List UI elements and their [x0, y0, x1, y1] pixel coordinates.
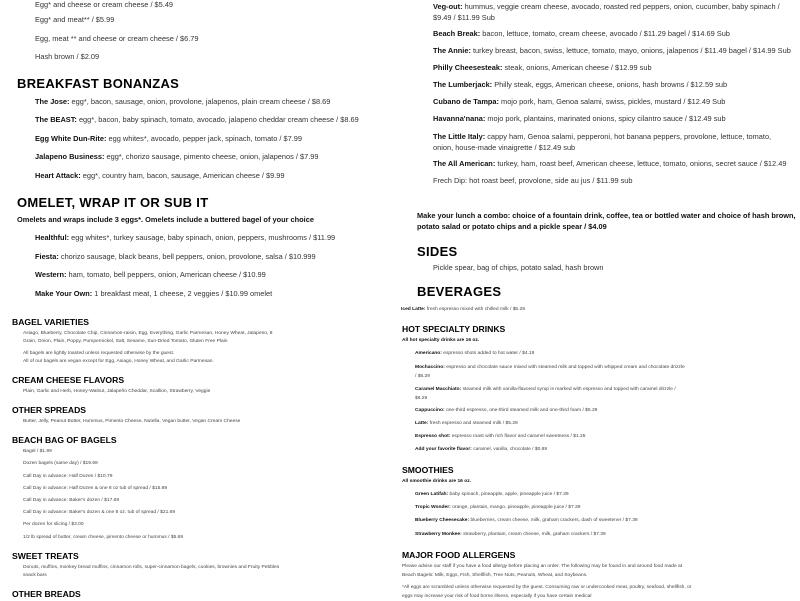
- menu-item: [415, 385, 687, 403]
- allergen-disclaimer: *All eggs are scrambled unless otherwise requested by the guest. Consuming raw or undercooked meat, poultry, seafood, shellfish, or eggs may increase your risk of food borne illness, especially if you have certain medical: [402, 585, 692, 599]
- item-desc: baby spinach, pineapple, apple, pineapple juice / $7.39: [448, 492, 569, 497]
- section-heading: CREAM CHEESE FLAVORS: [12, 375, 125, 385]
- item-desc: egg*, bacon, sausage, onion, provolone, jalapenos, plain cream cheese / $8.69: [69, 97, 331, 106]
- menu-item: [433, 80, 727, 89]
- item-desc: turkey breast, bacon, swiss, lettuce, tomato, mayo, onions, jalapenos / $11.49 bagel / $14.99 Sub: [470, 46, 791, 55]
- item-name: Strawberry Monkee:: [415, 532, 462, 537]
- item-name: The BEAST:: [35, 115, 77, 124]
- item-desc: espresso roast with rich flavor and caramel sweetness / $1.25: [450, 434, 586, 439]
- section-heading: BEVERAGES: [417, 284, 502, 299]
- menu-item: Frech Dip: hot roast beef, provolone, side au jus / $11.99 sub: [433, 176, 633, 185]
- menu-item: [35, 270, 266, 279]
- item-name: Espresso shot:: [415, 434, 451, 439]
- item-desc: blueberries, cream cheese, milk, graham crackers, dash of sweetener / $7.39: [469, 518, 638, 523]
- item-name: Western:: [35, 270, 67, 279]
- list-item: Call Day in advance: Half Dozen / $10.79: [23, 474, 113, 479]
- item-desc: orange, plantain, mango, pineapple, pineapple juice / $7.39: [450, 505, 581, 510]
- item-name: Americano:: [415, 351, 442, 356]
- menu-item: [35, 115, 359, 124]
- menu-item: [433, 63, 652, 72]
- section-text: Pickle spear, bag of chips, potato salad, hash brown: [433, 263, 604, 272]
- section-heading: OMELET, WRAP IT OR SUB IT: [17, 195, 209, 210]
- item-name: Green Latifah:: [415, 492, 449, 497]
- list-item: Per dozen for slicing / $3.00: [23, 522, 84, 527]
- menu-item: [433, 97, 725, 106]
- egg-item: Egg* and meat** / $5.99: [35, 15, 115, 24]
- list-item: Bagel / $1.99: [23, 449, 52, 454]
- item-desc: Philly steak, eggs, American cheese, onions, hash browns / $12.59 sub: [492, 80, 728, 89]
- item-desc: mojo pork, plantains, marinated onions, spicy cilantro sauce / $12.49 sub: [485, 114, 726, 123]
- menu-item: [415, 504, 580, 512]
- list-item: Dozen bagels (same day) / $19.69: [23, 461, 98, 466]
- item-name: Add your favorite flavor:: [415, 447, 472, 452]
- item-name: Havanna'nana:: [433, 114, 486, 123]
- section-heading: HOT SPECIALTY DRINKS: [402, 324, 506, 334]
- menu-item: [415, 446, 547, 454]
- section-heading: BEACH BAG OF BAGELS: [12, 435, 117, 445]
- item-name: Philly Cheesesteak:: [433, 63, 503, 72]
- item-name: Jalapeno Business:: [35, 152, 105, 161]
- menu-item: [415, 350, 534, 358]
- item-desc: turkey, ham, roast beef, American cheese, lettuce, tomato, onions, secret sauce / $12.49: [495, 159, 787, 168]
- item-desc: hummus, veggie cream cheese, avocado, roasted red peppers, onion, cucumber, baby spinach / $9.49 / $11.99 Sub: [433, 2, 780, 22]
- allergen-text: Please advise our staff if you have a food allergy before placing an order. The following may be found in and around food made at Beach Bagels: Milk, Eggs, Fish, Shellfish, Tree Nuts, Peanuts, Wheat, and Soybeans.: [402, 564, 683, 578]
- menu-item: [433, 46, 791, 55]
- item-desc: 1 breakfast meat, 1 cheese, 2 veggies / $10.99 omelet: [92, 289, 273, 298]
- item-name: Caramel Macchiato:: [415, 387, 462, 392]
- item-desc: steamed milk with vanilla-flavored syrup is marked with espresso and topped with caramel drizzle / $6.29: [415, 387, 676, 401]
- item-name: The Lumberjack:: [433, 80, 493, 89]
- menu-item: [415, 433, 585, 441]
- menu-item: [35, 171, 285, 180]
- item-name: Fiesta:: [35, 252, 59, 261]
- section-text: Donuts, muffins, monkey bread muffins, cinnamon rolls, super-cinnamon bagels, cookies, brownies and Fruity Pebbles snack bars: [23, 565, 280, 579]
- section-heading: MAJOR FOOD ALLERGENS: [402, 550, 516, 560]
- menu-item: [415, 407, 597, 415]
- section-heading: SIDES: [417, 244, 458, 259]
- item-desc: one-third espresso, one-third steamed milk and one-third foam / $5.29: [444, 408, 598, 413]
- menu-item: [35, 252, 316, 261]
- item-name: Iced Latte:: [401, 307, 426, 312]
- menu-item: [415, 531, 606, 539]
- section-heading: OTHER SPREADS: [12, 405, 87, 415]
- item-desc: egg*, bacon, baby spinach, tomato, avocado, jalapeno cheddar cream cheese / $8.69: [76, 115, 359, 124]
- item-desc: egg whites*, avocado, pepper jack, spinach, tomato / $7.99: [106, 134, 303, 143]
- egg-item: Hash brown / $2.09: [35, 52, 100, 61]
- section-subtitle: Omelets and wraps include 3 eggs*. Omelets include a buttered bagel of your choice: [17, 215, 314, 224]
- item-name: The Jose:: [35, 97, 70, 106]
- section-note: All hot specialty drinks are 16 oz.: [402, 338, 480, 343]
- menu-item: [401, 306, 525, 314]
- item-name: Healthful:: [35, 233, 70, 242]
- item-name: Beach Break:: [433, 29, 481, 38]
- list-item: Call Day in advance: Baker's dozen / $17.69: [23, 498, 120, 503]
- section-heading: BAGEL VARIETIES: [12, 317, 90, 327]
- menu-item: [433, 159, 786, 168]
- item-desc: fresh espresso mixed with chilled milk / $5.29: [425, 307, 525, 312]
- item-desc: egg*, chorizo sausage, pimento cheese, onion, jalapenos / $7.99: [104, 152, 319, 161]
- section-heading: BREAKFAST BONANZAS: [17, 76, 180, 91]
- menu-item: [415, 517, 638, 525]
- item-desc: chorizo sausage, black beans, bell peppers, onion, provolone, salsa / $10.999: [58, 252, 316, 261]
- bagel-note: All of our bagels are vegan except for Egg, Asiago, Honey Wheat, and Garlic Parmesan.: [23, 359, 214, 364]
- item-name: Tropic Wonder:: [415, 505, 451, 510]
- section-text: Butter, Jelly, Peanut Butter, Hummus, Pimento Cheese, Nutella, Vegan butter, Vegan Cream Cheese: [23, 419, 241, 424]
- egg-item: Egg, meat ** and cheese or cream cheese / $6.79: [35, 34, 199, 43]
- menu-item: [415, 363, 687, 381]
- item-name: The Little Italy:: [433, 132, 486, 141]
- section-heading: SMOOTHIES: [402, 465, 454, 475]
- item-desc: ham, tomato, bell peppers, onion, American cheese / $10.99: [66, 270, 266, 279]
- menu-item: [35, 152, 319, 161]
- item-desc: caramel, vanilla, chocolate / $0.89: [471, 447, 548, 452]
- menu-item: [35, 97, 330, 106]
- list-item: 1/2 lb spread of butter, cream cheese, pimento cheese or hummus / $5.69: [23, 535, 184, 540]
- menu-item: [433, 131, 778, 153]
- item-desc: fresh espresso and steamed milk / $5.29: [428, 421, 518, 426]
- item-name: The All American:: [433, 159, 496, 168]
- combo-note: Make your lunch a combo: choice of a fountain drink, coffee, tea or bottled water and choice of hash brown, potato salad or potato chips and a pickle spear / $4.09: [417, 211, 796, 231]
- menu-item: [433, 1, 793, 23]
- menu-item: [415, 420, 518, 428]
- item-name: Blueberry Cheesecake:: [415, 518, 470, 523]
- bagel-list: Asiago, Blueberry, Chocolate Chip, Cinnamon-raisin, Egg, Everything, Garlic Parmesan, Honey Wheat, Jalapeno, 8 Grain, Onion, Plain, Poppy, Pumpernickel, Salt, Sesame, Sun-Dried Tomato, Gluten Free Plain: [23, 331, 273, 345]
- item-name: Cappuccino:: [415, 408, 445, 413]
- item-desc: cappy ham, Genoa salami, pepperoni, hot banana peppers, provolone, lettuce, tomato, onion, house-made vinaigrette / $12.49 sub: [433, 132, 772, 152]
- item-name: Heart Attack:: [35, 171, 81, 180]
- item-name: Latte:: [415, 421, 429, 426]
- egg-item: Egg* and cheese or cream cheese / $5.49: [35, 0, 174, 9]
- section-text: Plain, Garlic and Herb, Honey-Walnut, Jalapeño Cheddar, Scallion, Strawberry, Veggie: [23, 389, 211, 394]
- item-desc: espresso and chocolate sauce mixed with steamed milk and topped with whipped cream and chocolate drizzle / $6.29: [415, 365, 685, 379]
- menu-item: [35, 134, 302, 143]
- menu-item: [433, 114, 726, 123]
- item-name: Egg White Dun-Rite:: [35, 134, 107, 143]
- item-desc: strawberry, plantain, cream cheese, milk, graham crackers / $7.39: [461, 532, 606, 537]
- list-item: Call Day in advance: Baker's dozen & one 8 oz. tub of spread / $21.69: [23, 510, 176, 515]
- item-desc: espresso shots added to hot water / $4.19: [441, 351, 535, 356]
- item-desc: bacon, lettuce, tomato, cream cheese, avocado / $11.29 bagel / $14.69 Sub: [480, 29, 730, 38]
- section-heading: SWEET TREATS: [12, 551, 79, 561]
- item-desc: mojo pork, ham, Genoa salami, swiss, pickles, mustard / $12.49 Sub: [498, 97, 726, 106]
- item-name: Make Your Own:: [35, 289, 93, 298]
- item-name: Mochaccino:: [415, 365, 445, 370]
- menu-item: [35, 289, 272, 298]
- item-name: Cubano de Tampa:: [433, 97, 499, 106]
- item-desc: steak, onions, American cheese / $12.99 sub: [502, 63, 652, 72]
- item-name: The Annie:: [433, 46, 471, 55]
- list-item: Call Day in advance: Half Dozen & one 8 oz tub of spread / $15.89: [23, 486, 168, 491]
- section-heading: OTHER BREADS: [12, 589, 81, 599]
- menu-item: [35, 233, 335, 242]
- item-desc: egg*, country ham, bacon, sausage, American cheese / $9.99: [80, 171, 285, 180]
- section-note: All smoothie drinks are 16 oz.: [402, 479, 472, 484]
- menu-item: [415, 491, 569, 499]
- bagel-note: All bagels are lightly toasted unless requested otherwise by the guest.: [23, 351, 175, 356]
- item-desc: egg whites*, turkey sausage, baby spinach, onion, peppers, mushrooms / $11.99: [69, 233, 336, 242]
- menu-item: [433, 29, 730, 38]
- item-name: Veg-out:: [433, 2, 463, 11]
